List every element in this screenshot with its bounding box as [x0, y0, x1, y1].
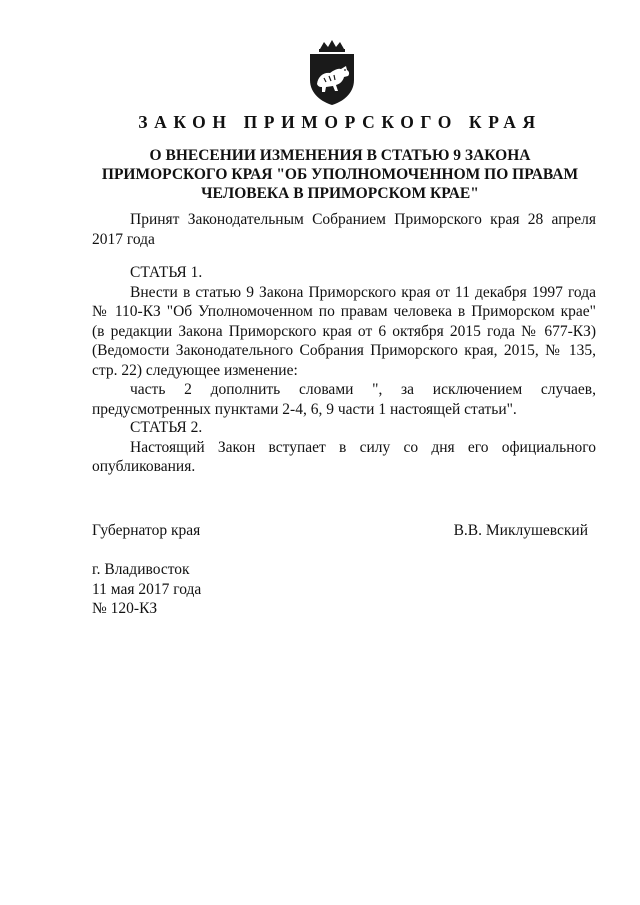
article-1-line: предусмотренных пунктами 2-4, 6, 9 части 1 настоящей статьи". — [92, 400, 517, 418]
law-number: № 120-КЗ — [92, 600, 158, 617]
law-subtitle — [100, 146, 580, 203]
subtitle-line: О ВНЕСЕНИИ ИЗМЕНЕНИЯ В СТАТЬЮ 9 ЗАКОНА — [149, 147, 531, 164]
adoption-note — [92, 210, 596, 249]
signatory-name: В.В. Миклушевский — [453, 522, 588, 539]
article-1-line: стр. 22) следующее изменение: — [92, 361, 298, 379]
subtitle-line: ЧЕЛОВЕКА В ПРИМОРСКОМ КРАЕ" — [201, 185, 479, 202]
adoption-line: Принят Законодательным Собранием Приморского края 28 апреля — [130, 211, 596, 228]
issue-date: 11 мая 2017 года — [92, 580, 202, 598]
subtitle-line: ПРИМОРСКОГО КРАЯ "ОБ УПОЛНОМОЧЕННОМ ПО ПРАВАМ — [101, 166, 579, 183]
article-2 — [92, 418, 596, 477]
adoption-line: 2017 года — [92, 230, 155, 248]
law-title: ЗАКОН ПРИМОРСКОГО КРАЯ — [138, 112, 542, 132]
coat-of-arms-emblem — [306, 40, 358, 106]
article-1-line: Внести в статью 9 Закона Приморского края от 11 декабря 1997 года — [130, 283, 596, 301]
article-1-heading: СТАТЬЯ 1. — [130, 264, 203, 281]
article-1-line: (в редакции Закона Приморского края от 6 октября 2015 года № 677-КЗ) — [92, 322, 596, 340]
article-1-line: (Ведомости Законодательного Собрания Приморского края, 2015, № 135, — [92, 342, 596, 359]
article-1-line: № 110-КЗ "Об Уполномоченном по правам человека в Приморском крае" — [92, 303, 596, 320]
article-2-heading: СТАТЬЯ 2. — [130, 419, 203, 436]
issue-place: г. Владивосток — [92, 561, 190, 578]
article-2-line: опубликования. — [92, 458, 196, 475]
issue-details — [92, 560, 596, 619]
article-1-line: часть 2 дополнить словами ", за исключением случаев, — [130, 381, 596, 398]
article-2-line: Настоящий Закон вступает в силу со дня его официального — [130, 438, 596, 456]
article-1 — [92, 263, 596, 419]
signatory-title: Губернатор края — [92, 522, 201, 539]
